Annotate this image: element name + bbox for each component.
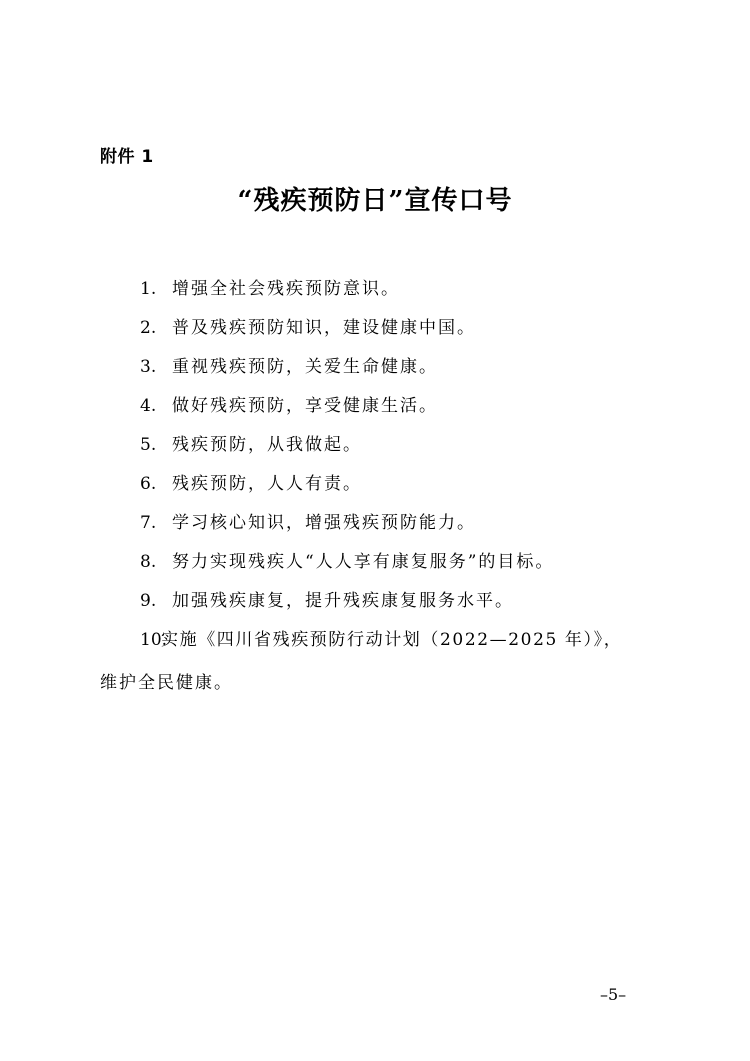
slogan-text: 加强残疾康复，提升残疾康复服务水平。: [172, 591, 514, 611]
slogan-item: [0, 274, 750, 313]
slogan-item: [0, 508, 750, 547]
slogan-item: [0, 391, 750, 430]
slogan-text: 普及残疾预防知识，建设健康中国。: [172, 318, 476, 338]
slogan-text: 残疾预防，人人有责。: [172, 474, 362, 494]
slogan-number: 5.: [140, 435, 157, 455]
document-title: “残疾预防日”宣传口号: [237, 186, 513, 216]
slogan-text: 重视残疾预防，关爱生命健康。: [172, 357, 438, 377]
page-number: –5–: [600, 985, 627, 1004]
slogan-number: 2.: [140, 318, 157, 338]
slogan-item: [0, 430, 750, 469]
slogan-text: 努力实现残疾人“人人享有康复服务”的目标。: [172, 552, 555, 572]
slogan-item: [0, 352, 750, 391]
slogan-number: 8.: [140, 552, 157, 572]
attachment-label: 附件 1: [100, 147, 154, 167]
slogan-list: [0, 274, 750, 650]
slogan-number: 6.: [140, 474, 157, 494]
slogan-number: 10.: [140, 630, 168, 650]
slogan-number: 1.: [140, 279, 157, 299]
slogan-continuation: 维护全民健康。: [100, 673, 233, 693]
slogan-text: 学习核心知识，增强残疾预防能力。: [172, 513, 476, 533]
slogan-number: 4.: [140, 396, 157, 416]
slogan-item: [0, 313, 750, 352]
slogan-item: [0, 547, 750, 586]
slogan-item: [0, 469, 750, 508]
slogan-text: 做好残疾预防，享受健康生活。: [172, 396, 438, 416]
slogan-text: 残疾预防，从我做起。: [172, 435, 362, 455]
slogan-text: 增强全社会残疾预防意识。: [172, 279, 400, 299]
slogan-number: 3.: [140, 357, 157, 377]
slogan-number: 9.: [140, 591, 157, 611]
slogan-item: [0, 586, 750, 625]
slogan-number: 7.: [140, 513, 157, 533]
slogan-text: 实施《四川省残疾预防行动计划（2022—2025 年）》，: [161, 630, 623, 650]
